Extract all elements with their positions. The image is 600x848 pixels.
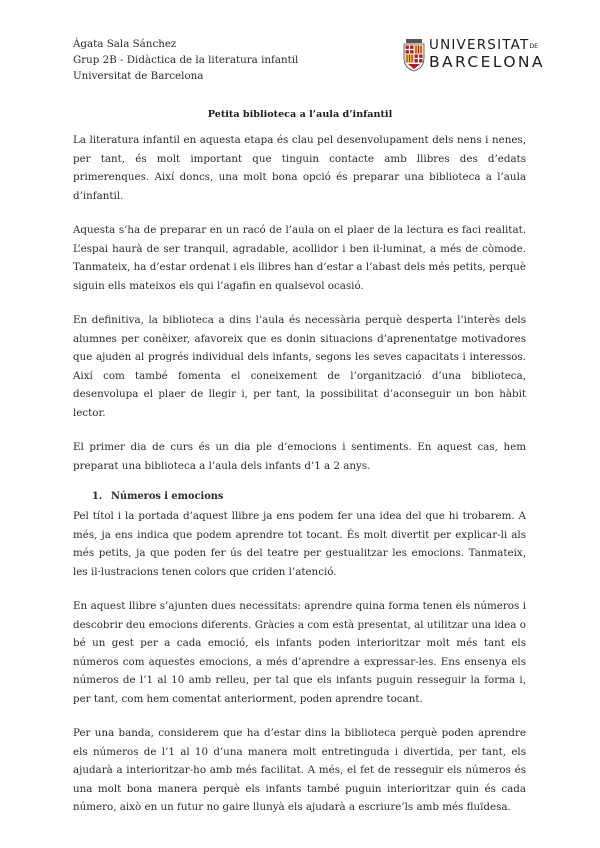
- section-heading: [73, 489, 526, 505]
- university-logo: [403, 38, 563, 78]
- paragraph: Pel títol i la portada d’aquest llibre ja ens podem fer una idea del que hi trobarem. A més, ja ens indica que podem aprendre tot tocant. És molt divertit per explicar-li als més petits, ja que poden fer ús del teatre per gestualitzar les emocions. Tanmateix, les il·lustracions tenen colors que criden l’atenció.: [73, 510, 526, 578]
- paragraph: Per una banda, considerem que ha d’estar dins la biblioteca perquè poden aprendre els números de l’1 al 10 d’una manera molt entretinguda i divertida, per tant, els ajudarà a interioritzar-ho amb més facilitat. A més, el fet de resseguir els números és una molt bona manera perquè els infants també puguin interioritzar quin és cada número, això en un futur no gaire llunyà els ajudarà a escriure’ls amb més fluïdesa.: [73, 727, 526, 813]
- paragraph: Aquesta s’ha de preparar en un racó de l’aula on el plaer de la lectura es faci realitat. L’espai haurà de ser tranquil, agradable, acollidor i ben il·luminat, a més de còmode. Tanmateix, ha d’estar ordenat i els llibres han d’estar a l’abast dels més petits, perquè siguin ells mateixos els qui l’agafin en qualsevol ocasió.: [73, 224, 526, 292]
- author-info: [73, 36, 298, 84]
- university-name: Universitat de Barcelona: [73, 70, 204, 82]
- section-title: Números i emocions: [111, 491, 224, 502]
- paragraph: La literatura infantil en aquesta etapa és clau pel desenvolupament dels nens i nenes, per tant, és molt important que tinguin contacte amb llibres des d’edats primerenques. Així doncs, una molt bona opció és preparar una biblioteca a l’aula d’infantil.: [73, 134, 526, 202]
- logo-text-university: UNIVERSITATDE: [429, 37, 538, 53]
- logo-text-barcelona: BARCELONA: [429, 53, 545, 71]
- paragraph: El primer dia de curs és un dia ple d’emocions i sentiments. En aquest cas, hem preparat una biblioteca a l’aula dels infants d’1 a 2 anys.: [73, 441, 526, 472]
- paragraph: En aquest llibre s’ajunten dues necessitats: aprendre quina forma tenen els números i descobrir deu emocions diferents. Gràcies a com està presentat, al utilitzar una idea o bé un gest per a cada emoció, els infants poden interioritzar molt més tant els números com aquestes emocions, a més d’aprendre a expressar-les. Ens ensenya els números de l’1 al 10 amb relleu, per tal que els infants puguin resseguir la forma i, per tant, com hem comentat anteriorment, poden aprendre tocant.: [73, 600, 526, 705]
- coat-of-arms-icon: [403, 38, 425, 72]
- document-body: [73, 131, 526, 817]
- paragraph: En definitiva, la biblioteca a dins l’aula és necessària perquè desperta l’interès dels alumnes per conèixer, afavoreix que es donin situacions d’aprenentatge motivadores que ajuden al progrés individual dels infants, segons les seves capacitats i interessos. Així com també fomenta el coneixement de l’organització d’una biblioteca, desenvolupa el plaer de llegir i, per tant, la possibilitat d’aconseguir un bon hàbit lector.: [73, 314, 526, 419]
- course-group: Grup 2B - Didàctica de la literatura infantil: [73, 54, 299, 66]
- author-name: Àgata Sala Sánchez: [73, 38, 177, 50]
- document-title: Petita biblioteca a l’aula d’infantil: [207, 109, 393, 120]
- section-number: 1.: [92, 491, 103, 502]
